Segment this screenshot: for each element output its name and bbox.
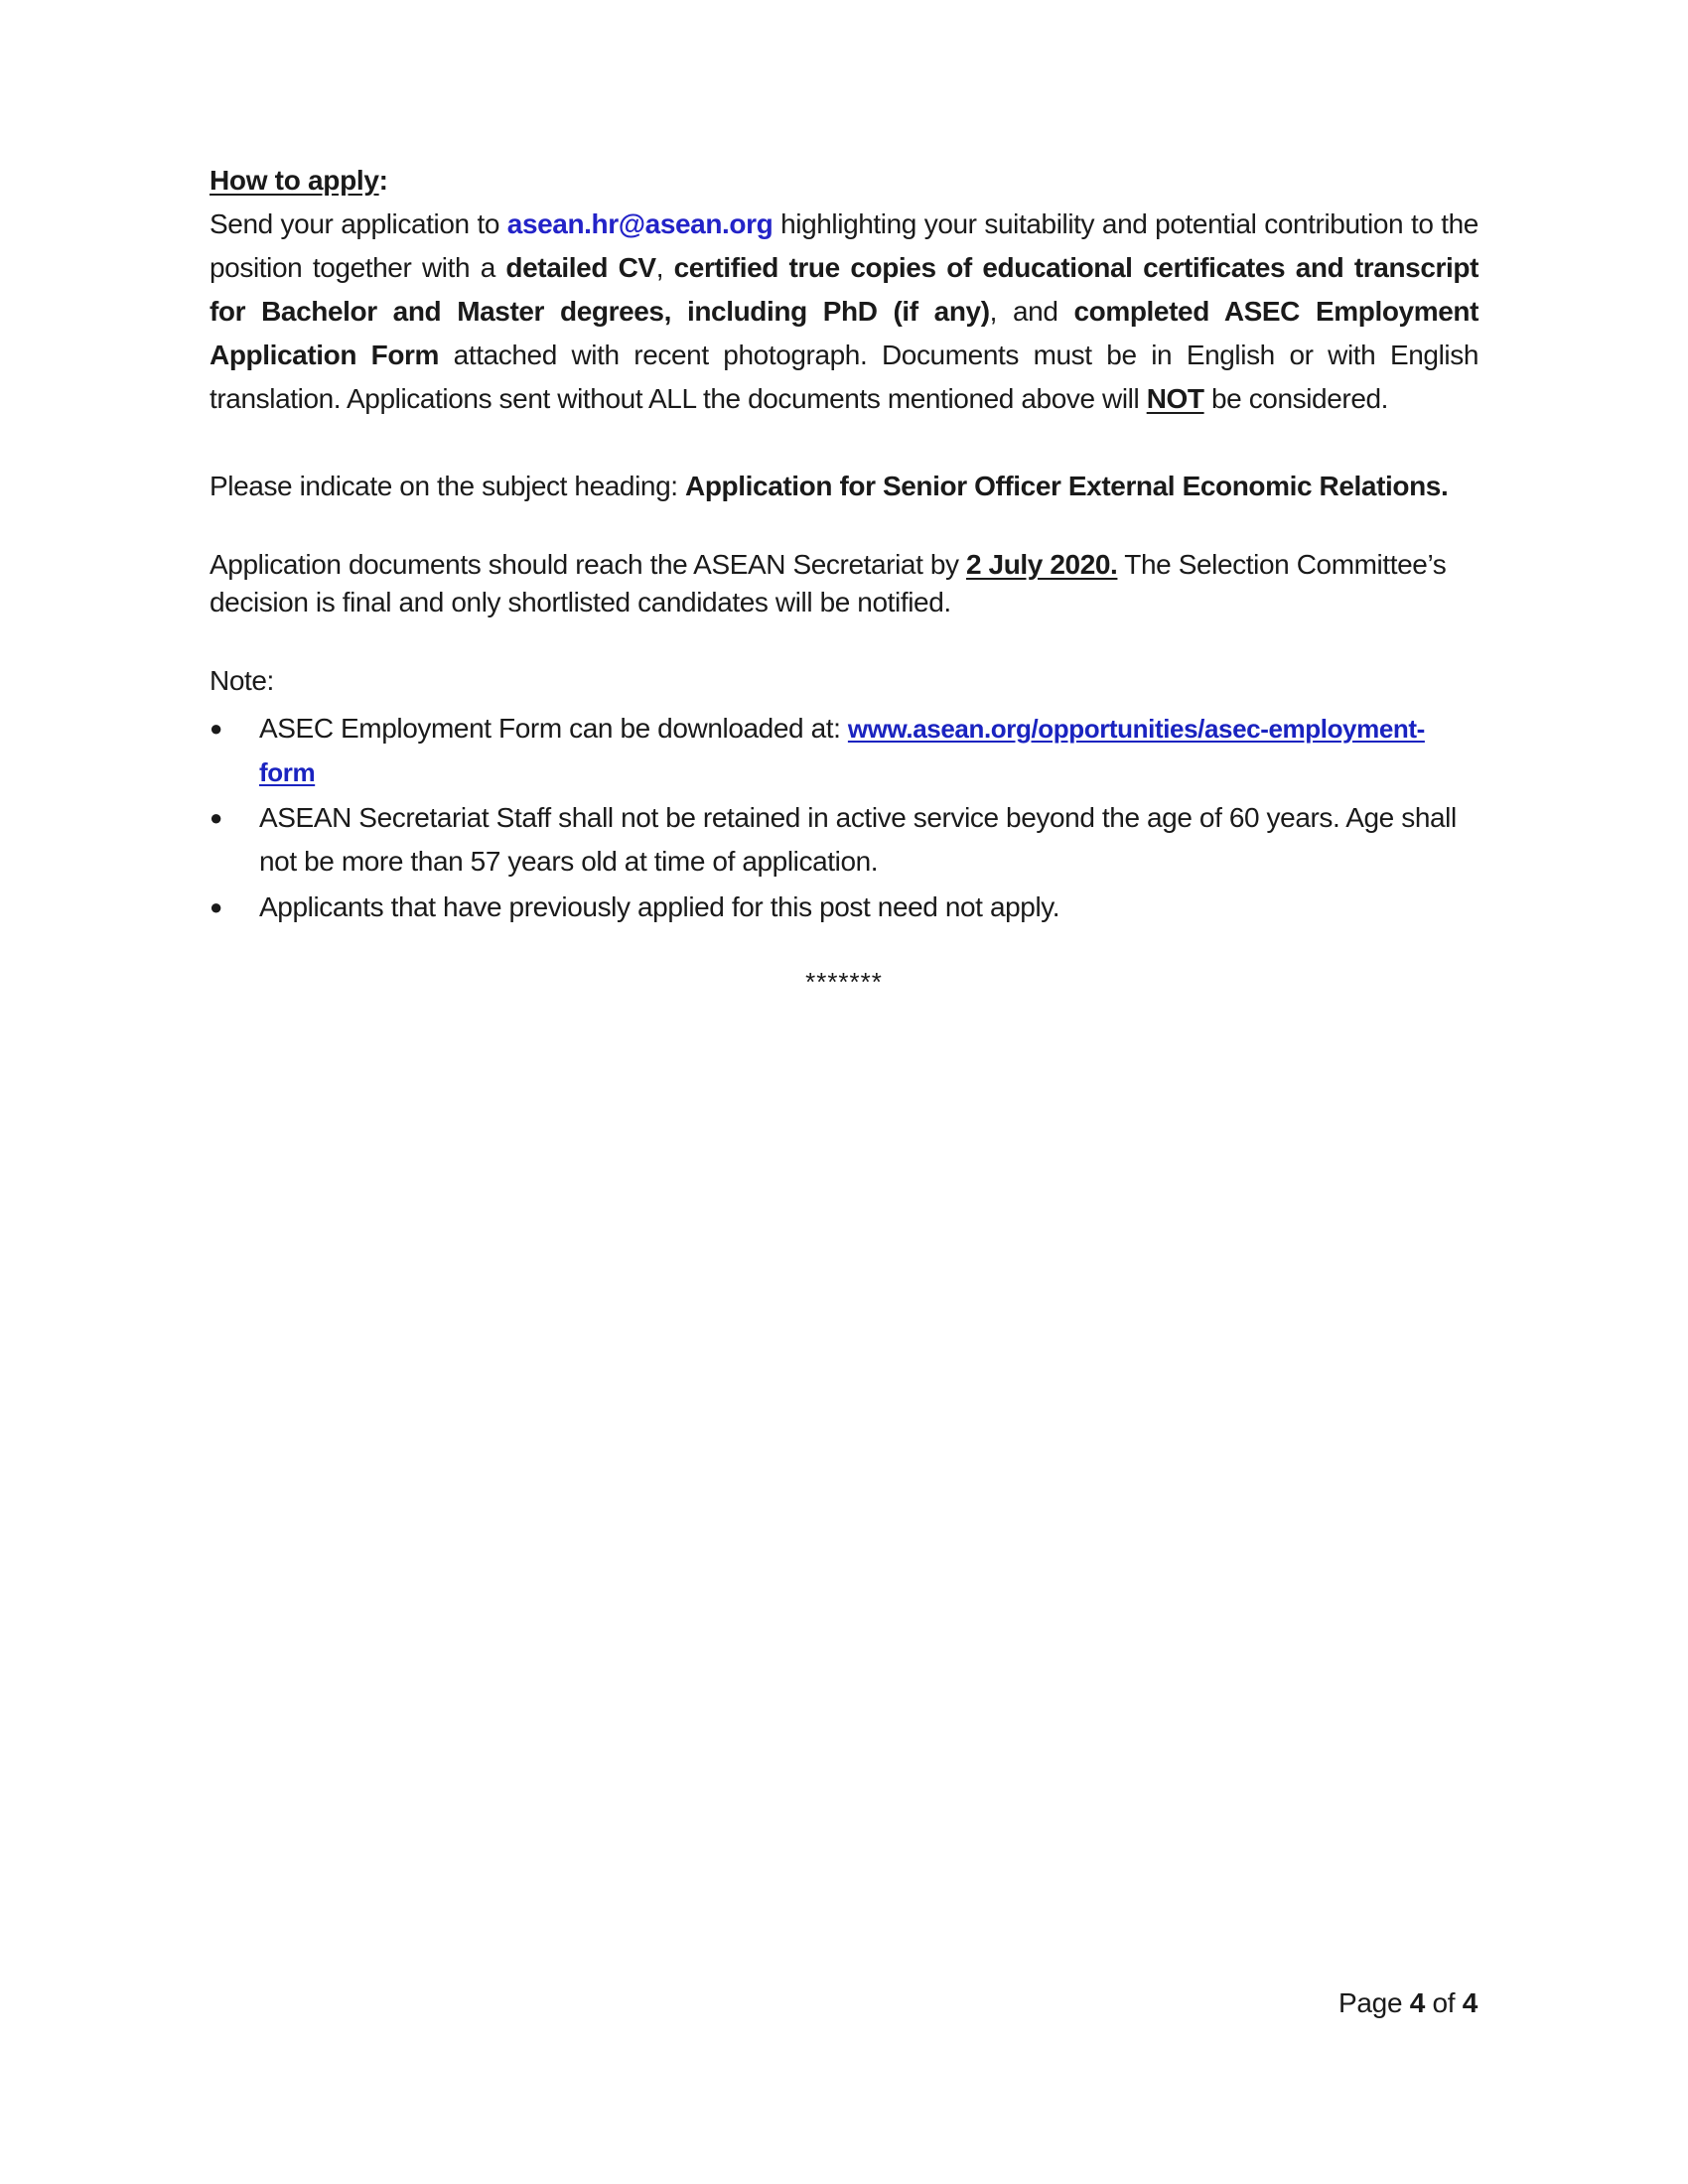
para1-text-1: Send your application to xyxy=(210,208,507,239)
note-item-text: Applicants that have previously applied for this post need not apply. xyxy=(259,891,1060,922)
para3-text-1: Application documents should reach the ASEAN Secretariat by xyxy=(210,549,966,580)
of-word: of xyxy=(1425,1987,1463,2018)
total-pages: 4 xyxy=(1462,1987,1477,2018)
para3-text-2: The Selection Committee’s decision is final and only shortlisted candidates will be notified. xyxy=(210,549,1447,617)
para2-text-1: Please indicate on the subject heading: xyxy=(210,471,686,501)
para1-text-3: , xyxy=(655,252,674,283)
para1-text-6: be considered. xyxy=(1203,383,1389,414)
document-body xyxy=(210,159,1478,931)
list-item xyxy=(210,796,1478,884)
bullet-icon: ● xyxy=(210,716,222,741)
list-item xyxy=(210,707,1478,794)
not-emphasis: NOT xyxy=(1146,383,1204,414)
note-label: Note: xyxy=(210,665,274,696)
bullet-icon: ● xyxy=(210,805,222,830)
how-to-apply-heading: How to apply xyxy=(210,165,379,196)
notes-list xyxy=(210,707,1478,929)
current-page: 4 xyxy=(1409,1987,1425,2018)
para1-text-2: highlighting your suitability and potential contribution to the position together with a xyxy=(210,208,1478,283)
subject-heading-text: Application for Senior Officer External Economic Relations. xyxy=(685,471,1449,501)
heading-colon: : xyxy=(378,165,388,196)
certificates-text: certified true copies of educational certificates and transcript for Bachelor and Master degrees, including PhD (if any) xyxy=(210,252,1478,327)
application-paragraph xyxy=(210,203,1478,421)
note-item-text: ASEC Employment Form can be downloaded at: xyxy=(259,713,848,744)
separator-stars: ******* xyxy=(805,967,883,997)
para1-text-5: attached with recent photograph. Documents must be in English or with English translation. Applications sent without ALL the documents mentioned above will xyxy=(210,340,1478,414)
deadline-date: 2 July 2020. xyxy=(966,549,1118,580)
subject-heading-paragraph xyxy=(210,465,1478,508)
bullet-icon: ● xyxy=(210,894,222,919)
note-item-text: ASEAN Secretariat Staff shall not be retained in active service beyond the age of 60 years. Age shall not be more than 57 years old at time of application. xyxy=(259,802,1457,877)
section-heading xyxy=(210,159,1478,203)
employment-form-link[interactable]: www.asean.org/opportunities/asec-employment-form xyxy=(259,714,1425,787)
page-word: Page xyxy=(1338,1987,1410,2018)
para1-text-4: , and xyxy=(989,296,1074,327)
detailed-cv-text: detailed CV xyxy=(505,252,656,283)
application-form-text: completed ASEC Employment Application Form xyxy=(210,296,1478,370)
deadline-paragraph xyxy=(210,546,1478,621)
page-number xyxy=(1338,1987,1477,2019)
list-item xyxy=(210,886,1478,929)
email-link[interactable]: asean.hr@asean.org xyxy=(506,208,774,239)
